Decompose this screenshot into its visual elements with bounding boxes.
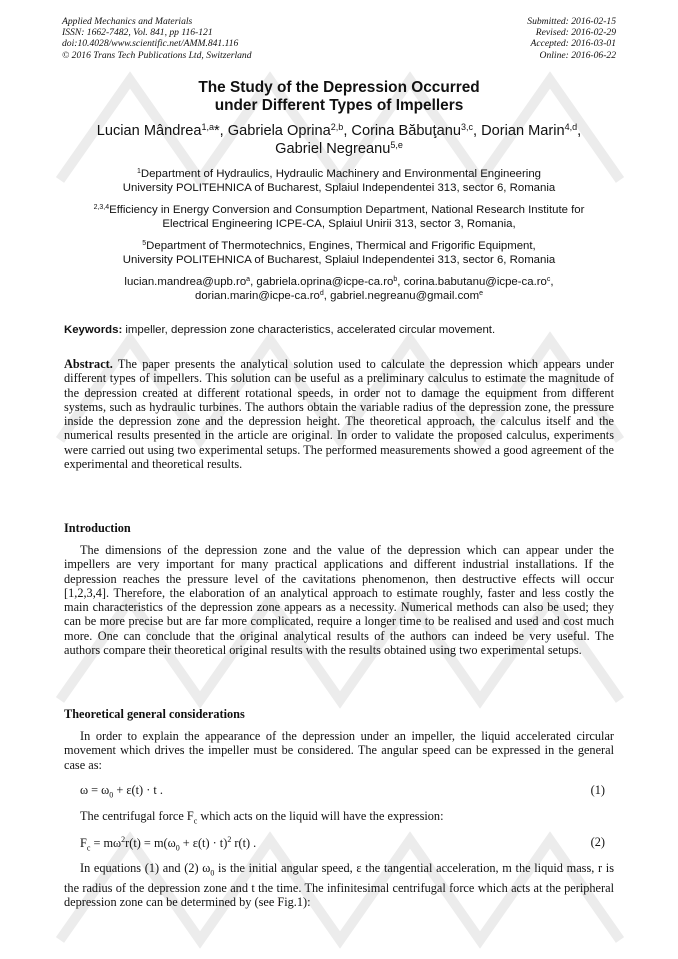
abstract <box>64 357 614 471</box>
title-line-1: The Study of the Depression Occurred <box>198 79 480 96</box>
email-sup: e <box>479 290 483 297</box>
cf-text: The centrifugal force F <box>80 809 194 823</box>
abstract-label: Abstract. <box>64 357 113 371</box>
equation-1-body: $\omega = \omega_0 + \varepsilon(t) \cdot t$ . <box>80 783 163 800</box>
affiliation-line: Efficiency in Energy Conversion and Consumption Department, National Research Institute for <box>109 204 585 216</box>
keywords-label: Keywords: <box>64 324 123 336</box>
author-sup: 1,a <box>201 122 214 132</box>
email: dorian.marin@icpe-ca.ro <box>194 290 320 302</box>
introduction-heading: Introduction <box>64 521 131 535</box>
email-sup: c <box>546 276 551 283</box>
affiliation-line: University POLITEHNICA of Bucharest, Splaiul Independentei 313, sector 6, Romania <box>122 254 556 266</box>
keywords <box>64 323 620 337</box>
equation-2-body: $F_c = m\omega^2r(t) = m(\omega_0 + \varepsilon(t) \cdot t)^2$ r(t) . <box>80 835 257 853</box>
author-name: Lucian Mândrea <box>96 123 202 139</box>
affiliation <box>50 167 628 195</box>
centrifugal-force-sentence <box>80 809 614 825</box>
author-sep: , <box>577 123 582 139</box>
paper-title <box>62 79 616 115</box>
introduction-paragraph: The dimensions of the depression zone and the value of the depression which can appear under the impellers are very important for many practical applications and different industrial installations. If the depression reaches the pressure level of the cavitations phenomenon, then destructive effects will occur [1,2,3,4]. Therefore, the elaboration of an analytical approach to estimate roughly, faster and less costly the main characteristics of the depression zone appears as a necessity. Numerical methods can also be used; they can be more precise but are far more complicated, require a longer time to be realised and used and cost much more. One can conclude that the original analytical results of the authors can indeed be very useful. The authors compare their theoretical original results with the results obtained using two experimental setups. <box>64 543 614 658</box>
email-sup: a <box>246 276 251 283</box>
affiliation-sup: 5 <box>142 240 147 247</box>
author-list <box>40 122 638 158</box>
final-text: In equations (1) and (2) ω <box>80 861 211 875</box>
author-name: Gabriela Oprina <box>227 123 331 139</box>
affiliation-sup: 2,3,4 <box>93 204 110 211</box>
author-sup: 3,c <box>460 122 473 132</box>
affiliations <box>50 167 628 303</box>
equation-1 <box>80 783 605 799</box>
author-sup: 5,e <box>390 140 403 150</box>
equation-2 <box>80 835 605 853</box>
author-emails: $lucian.mandrea@upb.ro^a$, $gabriela.oprina@icpe-ca.ro^b$, $corina.babutanu@icpe-ca.ro^c$, $dorian.marin@icpe-ca.ro^d$, gabriel.negreanu@gmail.com$^e$ <box>124 276 554 302</box>
final-text: is the initial angular speed, ε the tangential acceleration, m the liquid mass, r is the radius of the depression zone and t the time. The infinitesimal centrifugal force which acts at the peripheral depression zone can be determined by (see Fig.1): <box>64 861 614 910</box>
email: lucian.mandrea@upb.ro <box>124 276 247 288</box>
title-line-2: under Different Types of Impellers <box>214 97 464 114</box>
author-sup: 4,d <box>564 122 578 132</box>
affiliation-line: Department of Hydraulics, Hydraulic Machinery and Environmental Engineering <box>140 168 542 180</box>
date-accepted: Accepted: 2016-03-01 <box>530 38 616 50</box>
theoretical-heading: Theoretical general considerations <box>64 707 245 721</box>
author-name: Dorian Marin <box>481 123 565 139</box>
journal-issn: ISSN: 1662-7482, Vol. 841, pp 116-121 <box>62 27 213 39</box>
equation-2-number: (2) <box>590 835 605 849</box>
final-paragraph <box>64 861 614 909</box>
journal-info <box>62 16 252 61</box>
date-online: Online: 2016-06-22 <box>539 49 616 61</box>
date-revised: Revised: 2016-02-29 <box>535 27 616 39</box>
affiliation <box>50 239 628 267</box>
affiliation-line: University POLITEHNICA of Bucharest, Splaiul Independentei 313, sector 6, Romania <box>122 182 556 194</box>
author-sep: , <box>343 123 352 139</box>
email-sup: b <box>393 276 398 283</box>
journal-doi: doi:10.4028/www.scientific.net/AMM.841.116 <box>62 38 239 50</box>
final-sub: 0 <box>210 868 215 878</box>
theoretical-paragraph: In order to explain the appearance of the depression under an impeller, the liquid accelerated circular movement which drives the impeller must be considered. The angular speed can be expressed in the general case as: <box>64 729 614 772</box>
keywords-text: impeller, depression zone characteristics, accelerated circular movement. <box>122 324 496 336</box>
journal-name: Applied Mechanics and Materials <box>62 16 193 27</box>
email-sup: d <box>319 290 324 297</box>
author-sep: , <box>472 123 482 139</box>
author-sep: *, <box>213 123 228 139</box>
affiliation <box>50 203 628 231</box>
cf-text: which acts on the liquid will have the expression: <box>197 809 444 823</box>
author-sup: 2,b <box>330 122 344 132</box>
submission-dates <box>527 16 616 61</box>
affiliation-sup: 1 <box>136 168 141 175</box>
author-name: Gabriel Negreanu <box>275 141 391 157</box>
cf-sub: c <box>193 816 198 826</box>
email: corina.babutanu@icpe-ca.ro <box>403 276 547 288</box>
date-submitted: Submitted: 2016-02-15 <box>527 16 616 27</box>
email: gabriel.negreanu@gmail.com <box>330 290 480 302</box>
abstract-text: The paper presents the analytical solution used to calculate the depression which appears under different types of impellers. This solution can be useful as a preliminary calculus to estimate the magnitude of the depression created at different rotational speeds, in order not to damage the equipment from different systems, such as hydraulic turbines. The authors obtain the variable radius of the depression zone, the pressure inside the depression zone and the depression height. The theoretical approach, the calculus itself and the numerical results presented in the article are original. In order to validate the proposed calculus, experiments were carried out using two experimental setups. The performed measurements showed a good agreement of the experimental and theoretical results. <box>64 357 614 472</box>
journal-copyright: © 2016 Trans Tech Publications Ltd, Switzerland <box>62 49 252 61</box>
email: gabriela.oprina@icpe-ca.ro <box>256 276 394 288</box>
affiliation-line: Electrical Engineering ICPE-CA, Splaiul Unirii 313, sector 3, Romania, <box>162 218 516 230</box>
author-name: Corina Băbuţanu <box>351 123 461 139</box>
affiliation-line: Department of Thermotechnics, Engines, Thermical and Frigorific Equipment, <box>146 240 536 252</box>
equation-1-number: (1) <box>590 783 605 797</box>
